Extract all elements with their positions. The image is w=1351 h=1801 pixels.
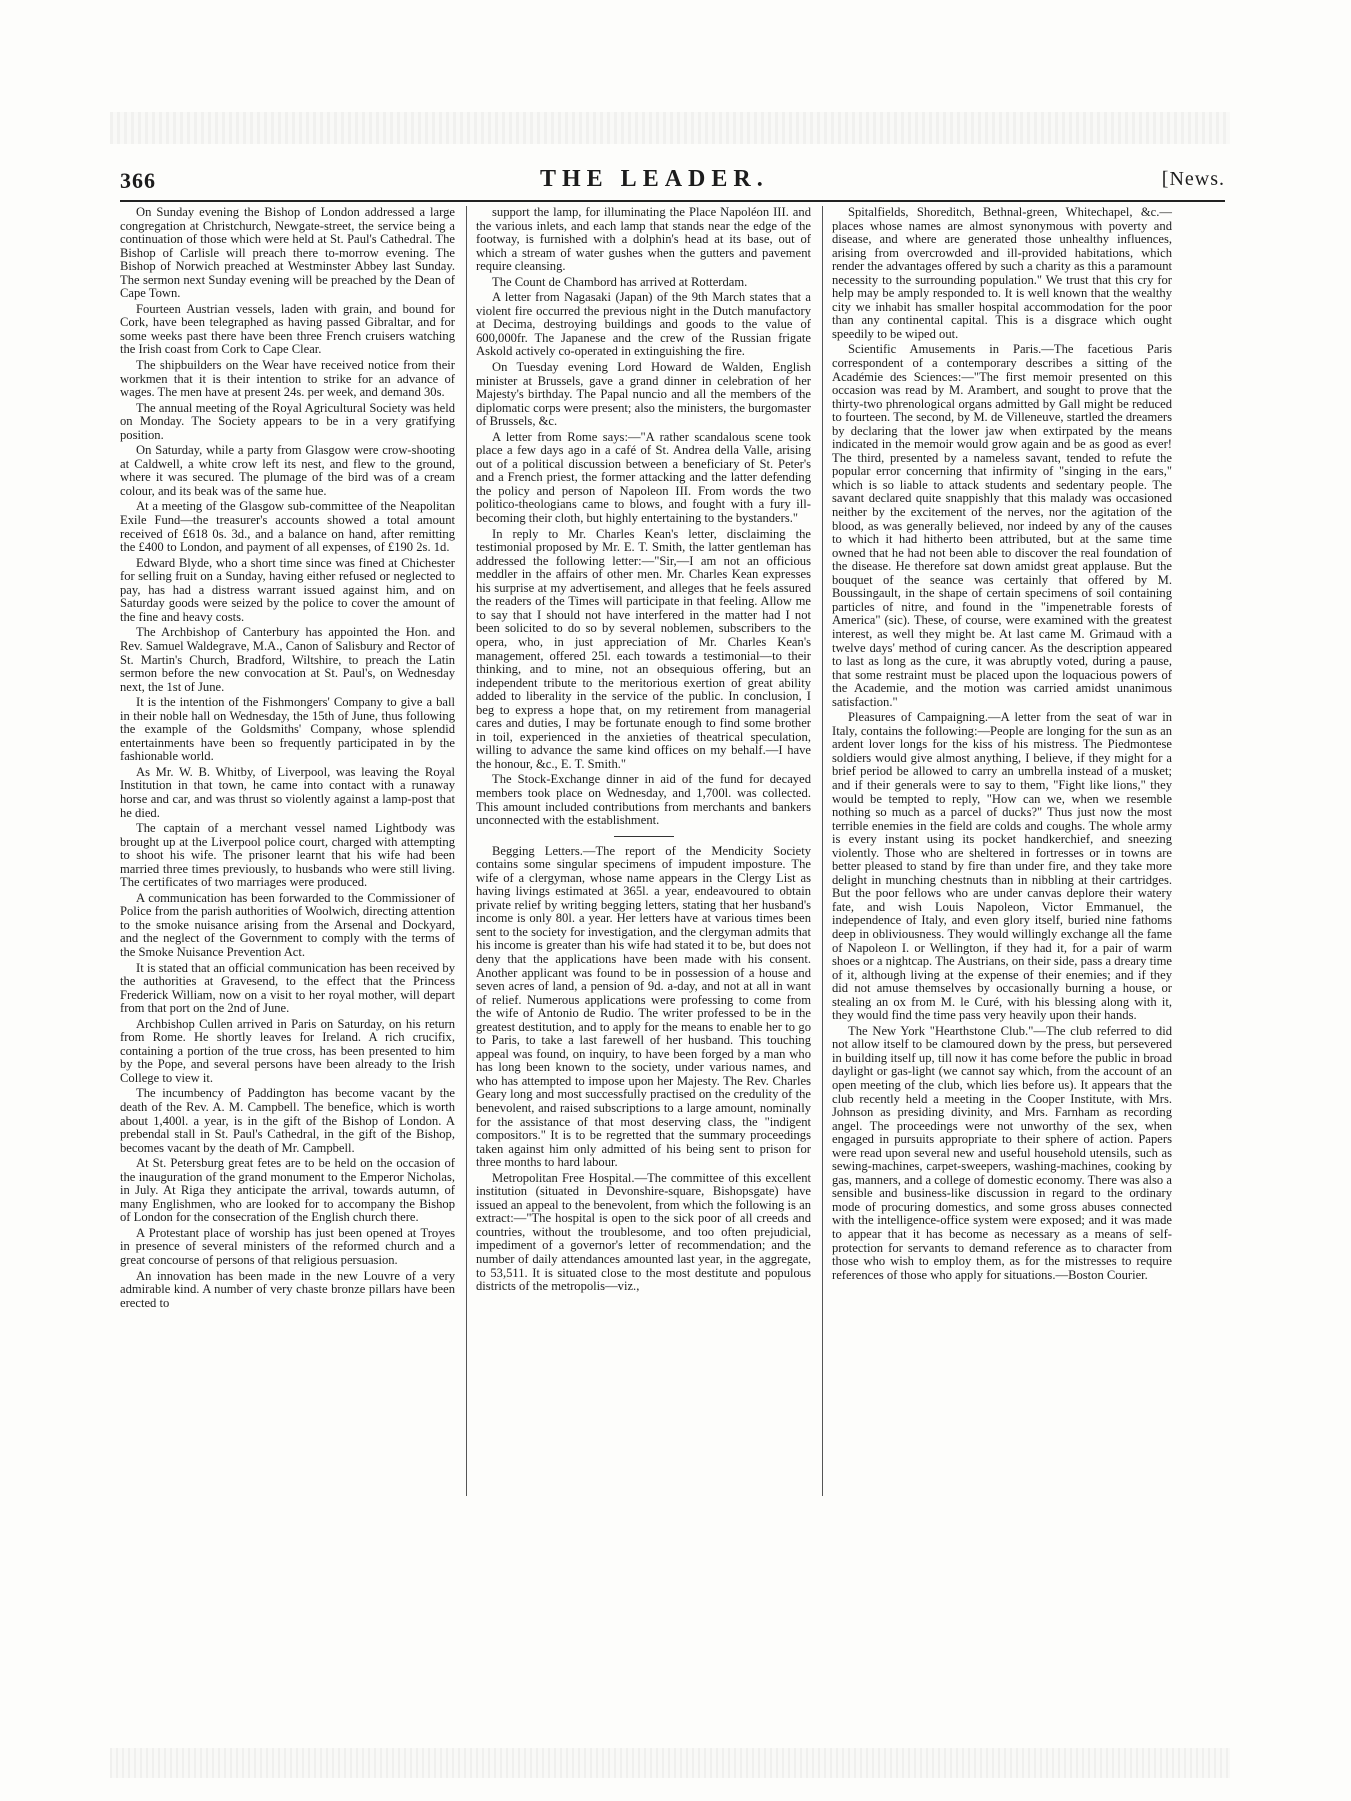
news-paragraph: The annual meeting of the Royal Agricultural Society was held on Monday. The Society appears to be in a very gratifying position.	[120, 400, 455, 442]
news-paragraph: On Saturday, while a party from Glasgow were crow-shooting at Caldwell, a white crow left its nest, and flew to the ground, where it was secured. The plumage of the bird was of a cream colour, and its beak was of the same hue.	[120, 443, 455, 498]
header-rule	[120, 200, 1225, 202]
scan-top-edge	[110, 112, 1230, 144]
news-paragraph: Scientific Amusements in Paris.—The facetious Paris correspondent of a contemporary describes a sitting of the Académie des Sciences:—"The first memoir presented on this occasion was read by M. Arambert, and sought to prove that the thirty-two phrenological organs admitted by Gall might be reduced to fourteen. The second, by M. de Villeneuve, startled the dreamers by declaring that the lower jaw when extirpated by the means indicated in the memoir would grow again and be as good as ever! The third, presented by a nameless savant, tended to refute the popular error concerning that infirmity of "singing in the ears," which is so liable to attack students and sedentary people. The savant declared quite snappishly that this malady was occasioned neither by the excitement of the nerves, nor the agitation of the blood, as was generally believed, nor indeed by any of the causes to which it had hitherto been attributed, but at the same time owned that he had not been able to discover the real foundation of the disease. He therefore sat down amidst great applause. But the bouquet of the seance was certainly that offered by M. Boussingault, in the shape of certain specimens of soil containing particles of nitre, and found in the "impenetrable forests of America" (sic). These, of course, were examined with the greatest interest, as well they might be. At last came M. Grimaud with a twelve days' method of curing cancer. As the description appeared to last as long as the cure, it was abruptly voted, during a pause, that some restraint must be placed upon the loquacious powers of the Academie, and the motion was carried amidst unanimous satisfaction."	[832, 342, 1172, 709]
section-label: [News.	[1161, 168, 1225, 190]
scan-bottom-edge	[110, 1748, 1230, 1778]
column-rule	[466, 206, 467, 1496]
news-paragraph: On Tuesday evening Lord Howard de Walden, English minister at Brussels, gave a grand dinner in celebration of her Majesty's birthday. The Papal nuncio and all the members of the diplomatic corps were present; also the ministers, the burgomaster of Brussels, &c.	[476, 360, 811, 429]
news-paragraph: A letter from Nagasaki (Japan) of the 9th March states that a violent fire occurred the previous night in the Dutch manufactory at Decima, destroying buildings and goods to the value of 600,000fr. The Japanese and the crew of the Russian frigate Askold actively co-operated in extinguishing the fire.	[476, 290, 811, 359]
news-paragraph: Begging Letters.—The report of the Mendicity Society contains some singular specimens of impudent imposture. The wife of a clergyman, whose name appears in the Clergy List as having livings estimated at 365l. a year, endeavoured to obtain private relief by writing begging letters, stating that her husband's income is only 80l. a year. Her letters have at various times been sent to the society for investigation, and the clergyman admits that his income is greater than his wife had stated it to be, but does not deny that the applications have been made with his consent. Another applicant was found to be in possession of a house and seven acres of land, a pension of 9d. a-day, and not at all in want of relief. Numerous applications were professing to come from the wife of Antonio de Rudio. The writer professed to be in the greatest destitution, and to apply for the means to enable her to go to Paris, to take a last farewell of her husband. This touching appeal was found, on inquiry, to have been forged by a man who has long been known to the society, under various names, and who has attempted to impose upon her Majesty. The Rev. Charles Geary long and most successfully practised on the credulity of the benevolent, and raised subscriptions to a large amount, nominally for the assistance of that most deserving class, the "indigent compositors." It is to be regretted that the summary proceedings taken against him only admitted of his being sent to prison for three months to hard labour.	[476, 843, 811, 1170]
news-paragraph: It is the intention of the Fishmongers' Company to give a ball in their noble hall on Wednesday, the 15th of June, thus following the example of the Goldsmiths' Company, whose splendid entertainments have been so frequently participated in by the fashionable world.	[120, 695, 455, 764]
news-paragraph: Archbishop Cullen arrived in Paris on Saturday, on his return from Rome. He shortly leaves for Ireland. A rich crucifix, containing a portion of the true cross, has been presented to him by the Pope, and several persons have been already to the Irish College to view it.	[120, 1016, 455, 1085]
news-paragraph: Spitalfields, Shoreditch, Bethnal-green, Whitechapel, &c.—places whose names are almost synonymous with poverty and disease, and where are generated those unhealthy influences, arising from overcrowded and ill-provided habitations, which render the advantages offered by such a charity as this a paramount necessity to the surrounding population." We trust that this cry for help may be amply responded to. It is well known that the wealthy city we inhabit has smaller hospital accommodation for the poor than any continental capital. This is a disgrace which ought speedily to be wiped out.	[832, 205, 1172, 341]
news-paragraph: Pleasures of Campaigning.—A letter from the seat of war in Italy, contains the following:—People are longing for the sun as an ardent lover longs for the kiss of his mistress. The Piedmontese soldiers would give almost anything, I believe, if they might for a brief period be allowed to carry an umbrella instead of a musket; and if their generals were to say to them, "Fight like lions," they would be tempted to reply, "How can we, when we resemble nothing so much as a parcel of ducks?" Thus just now the most terrible enemies in the field are colds and coughs. The whole army is every instant using its pocket handkerchief, and sneezing violently. Those who are sheltered in fortresses or in towns are better pleased to stand by fire than under fire, and they take more delight in munching chestnuts than in nibbling at their cartridges. But the poor fellows who are under canvas deplore their watery fate, and wish Louis Napoleon, Victor Emmanuel, the independence of Italy, and even glory itself, buried nine fathoms deep in obliviousness. They would willingly exchange all the fame of Napoleon I. or Wellington, if they had it, for a pair of warm shoes or a nightcap. The Austrians, on their side, pass a dreary time of it, although living at the expense of their enemies; and if they did not amuse themselves by occasionally burning a house, or stealing an ox from M. le Curé, with his blessing along with it, they would find the time pass very heavily upon their hands.	[832, 710, 1172, 1023]
page-number: 366	[120, 168, 156, 193]
article-column-1	[120, 206, 455, 1312]
news-paragraph: A Protestant place of worship has just been opened at Troyes in presence of several ministers of the reformed church and a great concourse of persons of that religious persuasion.	[120, 1225, 455, 1268]
news-paragraph: The Archbishop of Canterbury has appointed the Hon. and Rev. Samuel Waldegrave, M.A., Canon of Salisbury and Rector of St. Martin's Church, Bradford, Wiltshire, to preach the Latin sermon before the new convocation at St. Paul's, on Wednesday next, the 1st of June.	[120, 625, 455, 694]
news-paragraph: At a meeting of the Glasgow sub-committee of the Neapolitan Exile Fund—the treasurer's accounts showed a total amount received of £618 0s. 3d., and a balance on hand, after remitting the £400 to London, and payment of all expenses, of £190 2s. 1d.	[120, 499, 455, 555]
article-column-2	[476, 206, 811, 1296]
page-header	[120, 166, 1225, 196]
news-paragraph: On Sunday evening the Bishop of London addressed a large congregation at Christchurch, Newgate-street, the service being a continuation of those which were held at St. Paul's Cathedral. The Bishop of Carlisle will preach there to-morrow evening. The Bishop of Norwich preached at Westminster Abbey last Sunday. The sermon next Sunday evening will be preached by the Dean of Cape Town.	[120, 205, 455, 301]
news-paragraph: As Mr. W. B. Whitby, of Liverpool, was leaving the Royal Institution in that town, he came into contact with a runaway horse and car, and was thrust so violently against a lamp-post that he died.	[120, 764, 455, 820]
news-paragraph: support the lamp, for illuminating the Place Napoléon III. and the various inlets, and each lamp that stands near the edge of the footway, is furnished with a dolphin's head at its base, out of which a stream of water gushes when the gutters and pavement require cleansing.	[476, 205, 811, 274]
news-paragraph: The New York "Hearthstone Club."—The club referred to did not allow itself to be clamoured down by the press, but persevered in building itself up, till now it has come before the public in broad daylight or gas-light (we cannot say which, from the account of an open meeting of the club, which lies before us). It appears that the club recently held a meeting in the Cooper Institute, with Mrs. Johnson as presiding divinity, and Mrs. Farnham as recording angel. The proceedings were not unworthy of the sex, when engaged in pursuits appropriate to their sphere of action. Papers were read upon several new and useful household utensils, such as sewing-machines, carpet-sweepers, washing-machines, cooking by gas, manners, and a college of domestic economy. There was also a sensible and business-like discussion in regard to the ordinary mode of procuring domestics, and some gross abuses connected with the intelligence-office system were exposed; and it was made to appear that it has become as necessary as a means of self-protection for servants to demand reference as to character from those who wish to employ them, as for the mistresses to require references of those who apply for situations.—Boston Courier.	[832, 1023, 1172, 1282]
news-paragraph: Fourteen Austrian vessels, laden with grain, and bound for Cork, have been telegraphed as having passed Gibraltar, and for some weeks past there have been three French cruisers watching the Irish coast from Cork to Cape Clear.	[120, 301, 455, 357]
news-paragraph: Metropolitan Free Hospital.—The committee of this excellent institution (situated in Devonshire-square, Bishopsgate) have issued an appeal to the benevolent, from which the following is an extract:—"The hospital is open to the sick poor of all creeds and countries, without the troublesome, and too often prejudicial, impediment of a governor's letter of recommendation; and the number of daily attendances amounted last year, in the aggregate, to 53,511. It is situated close to the most destitute and populous districts of the metropolis—viz.,	[476, 1170, 811, 1294]
news-paragraph: The incumbency of Paddington has become vacant by the death of the Rev. A. M. Campbell. The benefice, which is worth about 1,400l. a year, is in the gift of the Bishop of London. A prebendal stall in St. Paul's Cathedral, in the gift of the Bishop, becomes vacant by the death of Mr. Campbell.	[120, 1086, 455, 1155]
news-paragraph: The captain of a merchant vessel named Lightbody was brought up at the Liverpool police court, charged with attempting to shoot his wife. The prisoner learnt that his wife had been married three times previously, to husbands who were still living. The certificates of two marriages were produced.	[120, 821, 455, 890]
section-separator	[614, 836, 674, 837]
news-paragraph: A communication has been forwarded to the Commissioner of Police from the parish authorities of Woolwich, directing attention to the smoke nuisance arising from the Arsenal and Dockyard, and the neglect of the Government to comply with the terms of the Smoke Nuisance Prevention Act.	[120, 890, 455, 959]
news-paragraph: At St. Petersburg great fetes are to be held on the occasion of the inauguration of the grand monument to the Emperor Nicholas, in July. At Riga they anticipate the arrival, towards autumn, of many Englishmen, who are looked for to accompany the Bishop of London for the consecration of the English church there.	[120, 1156, 455, 1225]
column-rule	[822, 206, 823, 1496]
article-column-3	[832, 206, 1172, 1284]
news-paragraph: Edward Blyde, who a short time since was fined at Chichester for selling fruit on a Sunday, having either refused or neglected to pay, has had a distress warrant issued against him, and on Saturday goods were seized by the police to cover the amount of the fine and heavy costs.	[120, 555, 455, 624]
news-paragraph: A letter from Rome says:—"A rather scandalous scene took place a few days ago in a café of St. Andrea della Valle, arising out of a political discussion between a beneficiary of St. Peter's and a French priest, the former attacking and the latter defending the policy and person of Napoleon III. From words the two politico-theologians came to blows, and fought with a fury ill-becoming their cloth, but highly entertaining to the bystanders."	[476, 429, 811, 526]
news-paragraph: It is stated that an official communication has been received by the authorities at Gravesend, to the effect that the Princess Frederick William, now on a visit to her royal mother, will depart from that port on the 2nd of June.	[120, 960, 455, 1016]
news-paragraph: The Stock-Exchange dinner in aid of the fund for decayed members took place on Wednesday, and 1,700l. was collected. This amount included contributions from merchants and bankers unconnected with the establishment.	[476, 772, 811, 828]
masthead-title: THE LEADER.	[540, 166, 769, 192]
news-paragraph: In reply to Mr. Charles Kean's letter, disclaiming the testimonial proposed by Mr. E. T. Smith, the latter gentleman has addressed the following letter:—"Sir,—I am not an officious meddler in the affairs of other men. Mr. Charles Kean expresses his surprise at my advertisement, and alleges that he feels assured the readers of the Times will participate in that feeling. Allow me to say that I should not have interfered in the matter had I not been solicited to do so by several noblemen, subscribers to the opera, who, in just appreciation of Mr. Charles Kean's management, offered 25l. each towards a testimonial—to their thinking, and to mine, not an obsequious offering, but an independent tribute to the meritorious exertion of great ability added to liberality in the service of the public. In conclusion, I beg to express a hope that, on my retirement from managerial cares and duties, I may be fortunate enough to find some brother in toil, experienced in the anxieties of theatrical speculation, willing to advance the same kind offices on my behalf.—I have the honour, &c., E. T. Smith."	[476, 526, 811, 771]
news-paragraph: The shipbuilders on the Wear have received notice from their workmen that it is their intention to strike for an advance of wages. The men have at present 24s. per week, and demand 30s.	[120, 358, 455, 400]
news-paragraph: An innovation has been made in the new Louvre of a very admirable kind. A number of very chaste bronze pillars have been erected to	[120, 1268, 455, 1310]
news-paragraph: The Count de Chambord has arrived at Rotterdam.	[492, 274, 748, 289]
